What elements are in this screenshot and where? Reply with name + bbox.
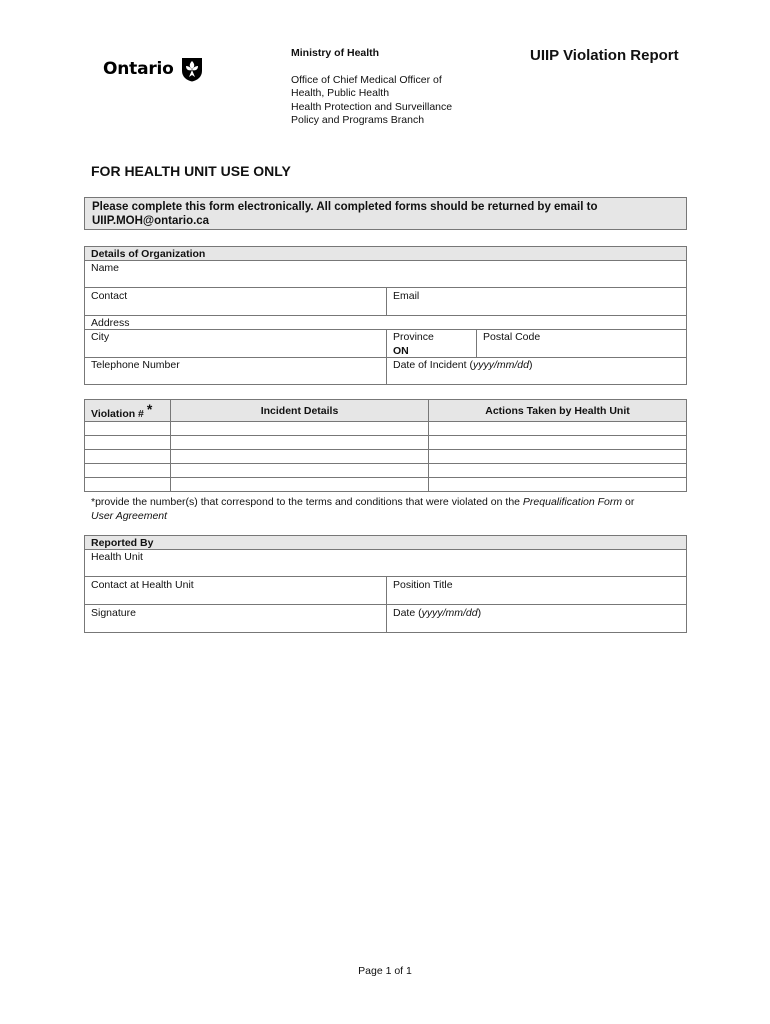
office-line: Health Protection and Surveillance <box>291 100 453 113</box>
report-date-field[interactable] <box>386 605 686 632</box>
incident-details-cell[interactable] <box>171 464 429 478</box>
position-title-label: Position Title <box>393 579 453 591</box>
table-row <box>85 464 687 478</box>
city-row <box>84 330 687 358</box>
city-label: City <box>91 331 110 343</box>
incident-date-label: Date of Incident ( <box>393 359 473 371</box>
office-line: Policy and Programs Branch <box>291 113 425 126</box>
contact-field[interactable] <box>85 288 386 315</box>
actions-taken-cell[interactable] <box>429 422 687 436</box>
signature-row <box>84 605 687 633</box>
violation-number-label: Violation # <box>91 408 144 420</box>
report-title: UIIP Violation Report <box>530 47 679 64</box>
health-unit-contact-label: Contact at Health Unit <box>91 579 194 591</box>
violations-table <box>84 399 687 492</box>
city-field[interactable] <box>85 330 386 357</box>
health-unit-row <box>84 549 687 577</box>
province-label: Province <box>393 331 434 343</box>
submission-notice <box>84 197 687 230</box>
table-row <box>85 436 687 450</box>
health-unit-label: Health Unit <box>91 551 143 563</box>
violation-number-cell[interactable] <box>85 436 171 450</box>
name-row <box>84 260 687 288</box>
incident-details-header: Incident Details <box>171 400 429 422</box>
violation-number-cell[interactable] <box>85 464 171 478</box>
table-row <box>85 478 687 492</box>
incident-date-close: ) <box>528 359 533 371</box>
footnote-or: or <box>622 496 635 508</box>
violation-number-cell[interactable] <box>85 422 171 436</box>
health-unit-field[interactable] <box>85 550 686 576</box>
province-value: ON <box>393 344 409 357</box>
actions-taken-cell[interactable] <box>429 450 687 464</box>
name-field[interactable] <box>85 261 686 287</box>
actions-taken-header: Actions Taken by Health Unit <box>429 400 687 422</box>
notice-email: UIIP.MOH@ontario.ca <box>92 215 210 227</box>
position-title-field[interactable] <box>386 577 686 604</box>
signature-label: Signature <box>91 607 136 619</box>
incident-details-cell[interactable] <box>171 478 429 492</box>
footnote-form-name: Prequalification Form <box>522 496 623 508</box>
incident-details-cell[interactable] <box>171 422 429 436</box>
health-unit-contact-row <box>84 577 687 605</box>
table-row <box>85 422 687 436</box>
footnote-star: * <box>146 401 153 417</box>
province-field[interactable] <box>386 330 476 357</box>
office-address <box>291 74 452 127</box>
ontario-logo <box>103 56 204 82</box>
incident-details-cell[interactable] <box>171 450 429 464</box>
actions-taken-cell[interactable] <box>429 436 687 450</box>
logo-wordmark: Ontario <box>103 59 174 79</box>
table-header-row <box>85 400 687 422</box>
telephone-row <box>84 358 687 385</box>
incident-date-format: yyyy/mm/dd <box>472 359 529 371</box>
address-field[interactable] <box>85 316 686 329</box>
office-line: Health, Public Health <box>291 87 390 100</box>
address-row <box>84 316 687 330</box>
office-line: Office of Chief Medical Officer of <box>291 74 442 86</box>
contact-label: Contact <box>91 290 128 302</box>
trillium-icon <box>180 56 204 82</box>
health-unit-only-title: FOR HEALTH UNIT USE ONLY <box>91 163 291 179</box>
section-header: Reported By <box>84 535 687 549</box>
address-label: Address <box>91 317 130 329</box>
organization-section <box>84 246 687 385</box>
health-unit-contact-field[interactable] <box>85 577 386 604</box>
telephone-field[interactable] <box>85 358 386 384</box>
email-field[interactable] <box>386 288 686 315</box>
postal-code-label: Postal Code <box>483 331 541 343</box>
violation-number-header <box>85 400 171 422</box>
contact-row <box>84 288 687 316</box>
incident-date-field[interactable] <box>386 358 686 384</box>
report-date-label: Date ( <box>393 607 422 619</box>
email-label: Email <box>393 290 420 302</box>
violation-number-cell[interactable] <box>85 450 171 464</box>
violation-number-cell[interactable] <box>85 478 171 492</box>
footnote-text: *provide the number(s) that correspond to the terms and conditions that were violated on the <box>91 496 523 508</box>
name-label: Name <box>91 262 120 274</box>
section-header: Details of Organization <box>84 246 687 260</box>
footnote <box>91 495 691 523</box>
ministry-name: Ministry of Health <box>291 47 380 59</box>
telephone-label: Telephone Number <box>91 359 180 371</box>
notice-line: Please complete this form electronically. All completed forms should be returned by email to <box>92 201 598 213</box>
reported-by-section <box>84 535 687 633</box>
report-date-close: ) <box>477 607 482 619</box>
footnote-agreement: User Agreement <box>91 510 168 522</box>
table-row <box>85 450 687 464</box>
postal-code-field[interactable] <box>476 330 686 357</box>
actions-taken-cell[interactable] <box>429 478 687 492</box>
incident-details-cell[interactable] <box>171 436 429 450</box>
report-date-format: yyyy/mm/dd <box>421 607 478 619</box>
page-number: Page 1 of 1 <box>358 965 412 977</box>
signature-field[interactable] <box>85 605 386 632</box>
actions-taken-cell[interactable] <box>429 464 687 478</box>
